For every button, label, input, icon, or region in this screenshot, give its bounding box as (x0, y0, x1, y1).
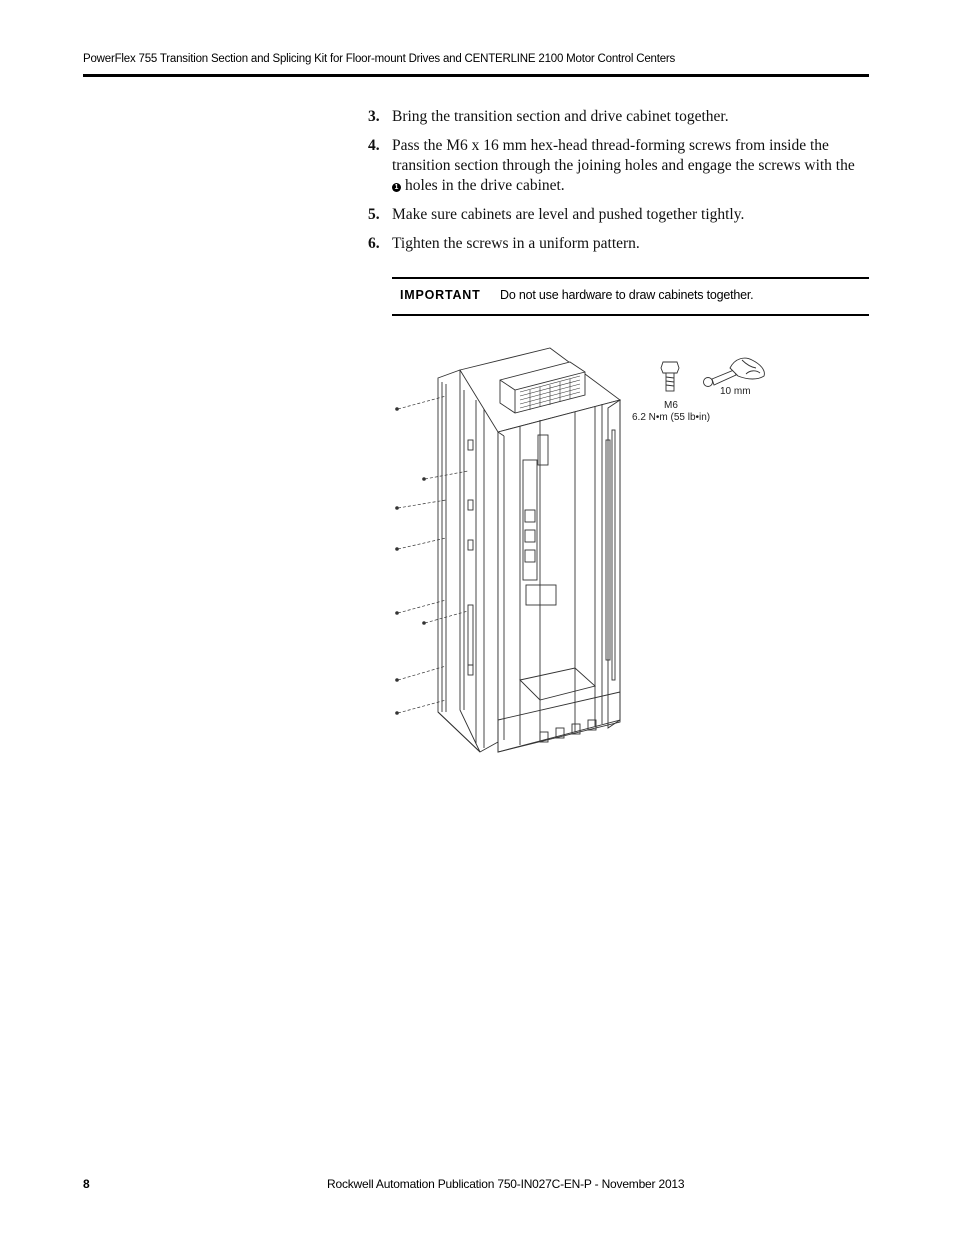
step-4 (368, 136, 878, 196)
publication-footer: Rockwell Automation Publication 750-IN027C-EN-P - November 2013 (327, 1177, 685, 1191)
page-number: 8 (83, 1177, 90, 1191)
step-text: Pass the M6 x 16 mm hex-head thread-forming screws from inside the transition section through the joining holes and engage the screws with the (392, 137, 855, 174)
torque-label: 6.2 N•m (55 lb•in) (632, 412, 711, 423)
step-6 (368, 234, 878, 254)
step-number: 3. (368, 108, 380, 125)
step-number: 4. (368, 137, 380, 154)
step-3 (368, 107, 878, 127)
procedure-steps (368, 107, 878, 263)
wrench-size-label: 10 mm (720, 386, 751, 397)
wrench-icon (704, 358, 765, 386)
step-5 (368, 205, 878, 225)
header-rule (83, 74, 869, 77)
step-number: 6. (368, 235, 380, 252)
important-text: Do not use hardware to draw cabinets together. (500, 288, 754, 302)
step-number: 5. (368, 206, 380, 223)
cabinet-drawing (380, 340, 780, 760)
running-header: PowerFlex 755 Transition Section and Splicing Kit for Floor-mount Drives and CENTERLINE 2100 Motor Control Centers (83, 53, 676, 65)
step-text: Make sure cabinets are level and pushed together tightly. (392, 206, 745, 223)
hex-screw-icon (661, 362, 679, 391)
step-text-continued: holes in the drive cabinet. (405, 177, 565, 194)
step-text: Bring the transition section and drive cabinet together. (392, 108, 729, 125)
screw-size-label: M6 (664, 400, 678, 411)
cabinet-illustration (380, 340, 780, 760)
important-notice (392, 277, 869, 316)
important-label: IMPORTANT (400, 288, 481, 302)
step-text: Tighten the screws in a uniform pattern. (392, 235, 640, 252)
callout-1-icon: 1 (392, 183, 401, 192)
